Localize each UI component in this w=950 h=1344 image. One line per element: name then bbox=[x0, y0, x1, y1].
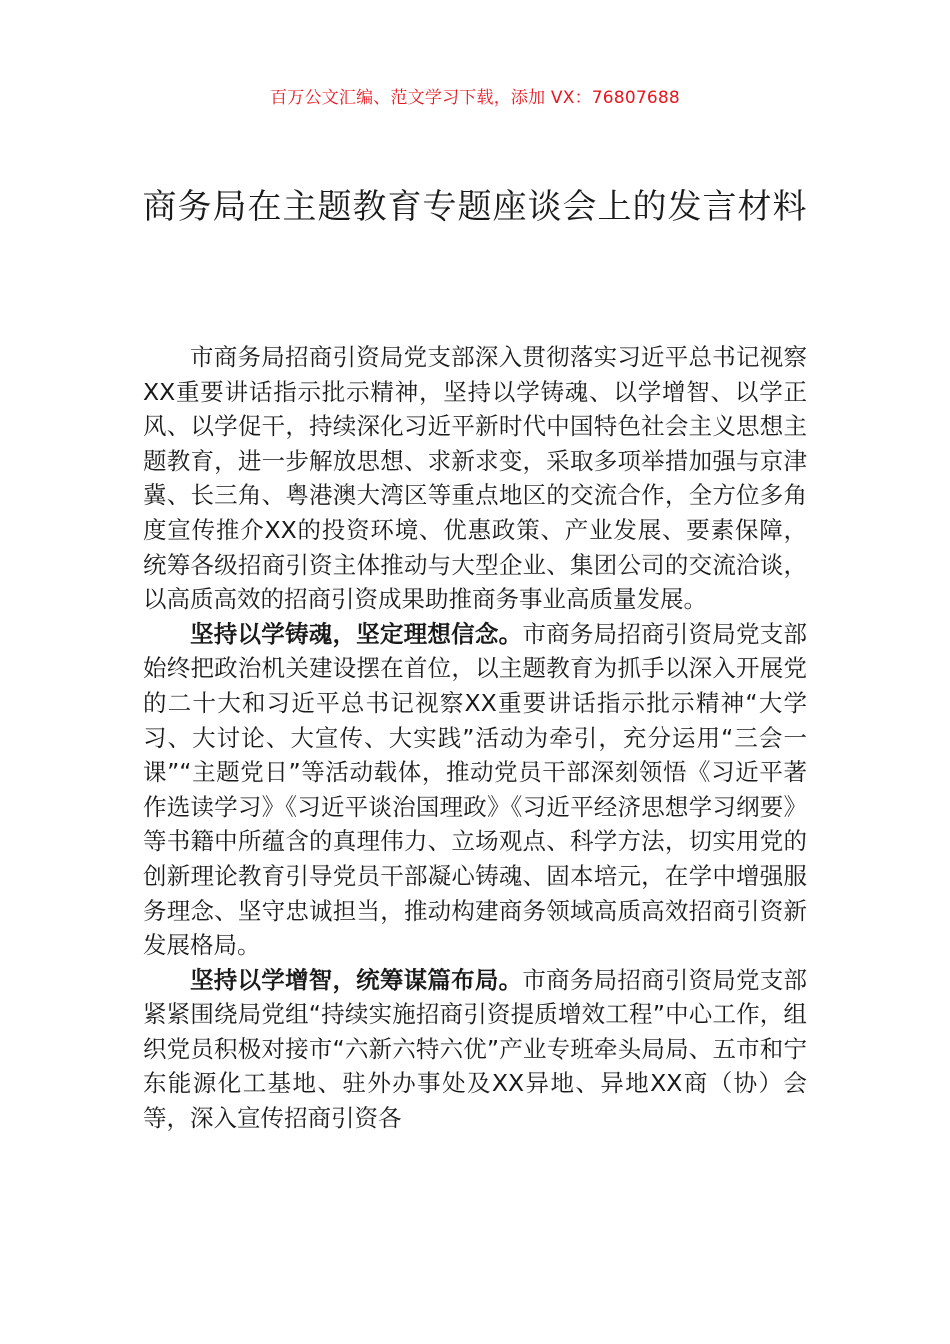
paragraph-lead: 坚持以学增智，统筹谋篇布局。 bbox=[190, 965, 523, 994]
document-body bbox=[143, 340, 807, 1136]
paragraph-text: 市商务局招商引资局党支部始终把政治机关建设摆在首位，以主题教育为抓手以深入开展党的二十大和习近平总书记视察XX重要讲话指示批示精神“大学习、大讨论、大宣传、大实践”活动为牵引，充分运用“三会一课”“主题党日”等活动载体，推动党员干部深刻领悟《习近平著作选读学习》《习近平谈治国理政》《习近平经济思想学习纲要》等书籍中所蕴含的真理伟力、立场观点、科学方法，切实用党的创新理论教育引导党员干部凝心铸魂、固本培元，在学中增强服务理念、坚守忠诚担当，推动构建商务领域高质高效招商引资新发展格局。 bbox=[143, 619, 808, 960]
paragraph-lead: 坚持以学铸魂，坚定理想信念。 bbox=[190, 619, 523, 648]
paragraph-wisdom bbox=[143, 963, 807, 1136]
paragraph-intro bbox=[143, 340, 807, 617]
paragraph-text: 市商务局招商引资局党支部深入贯彻落实习近平总书记视察XX重要讲话指示批示精神，坚持以学铸魂、以学增智、以学正风、以学促干，持续深化习近平新时代中国特色社会主义思想主题教育，进一步解放思想、求新求变，采取多项举措加强与京津冀、长三角、粤港澳大湾区等重点地区的交流合作，全方位多角度宣传推介XX的投资环境、优惠政策、产业发展、要素保障，统筹各级招商引资主体推动与大型企业、集团公司的交流洽谈，以高质高效的招商引资成果助推商务事业高质量发展。 bbox=[143, 343, 807, 614]
header-note: 百万公文汇编、范文学习下载，添加 VX：76807688 bbox=[270, 88, 680, 108]
paragraph-soul bbox=[143, 617, 807, 963]
page-title: 商务局在主题教育专题座谈会上的发言材料 bbox=[142, 187, 808, 227]
paragraph-text: 市商务局招商引资局党支部紧紧围绕局党组“持续实施招商引资提质增效工程”中心工作，组织党员积极对接市“六新六特六优”产业专班牵头局局、五市和宁东能源化工基地、驻外办事处及XX异地、异地XX商（协）会等，深入宣传招商引资各 bbox=[143, 965, 808, 1133]
